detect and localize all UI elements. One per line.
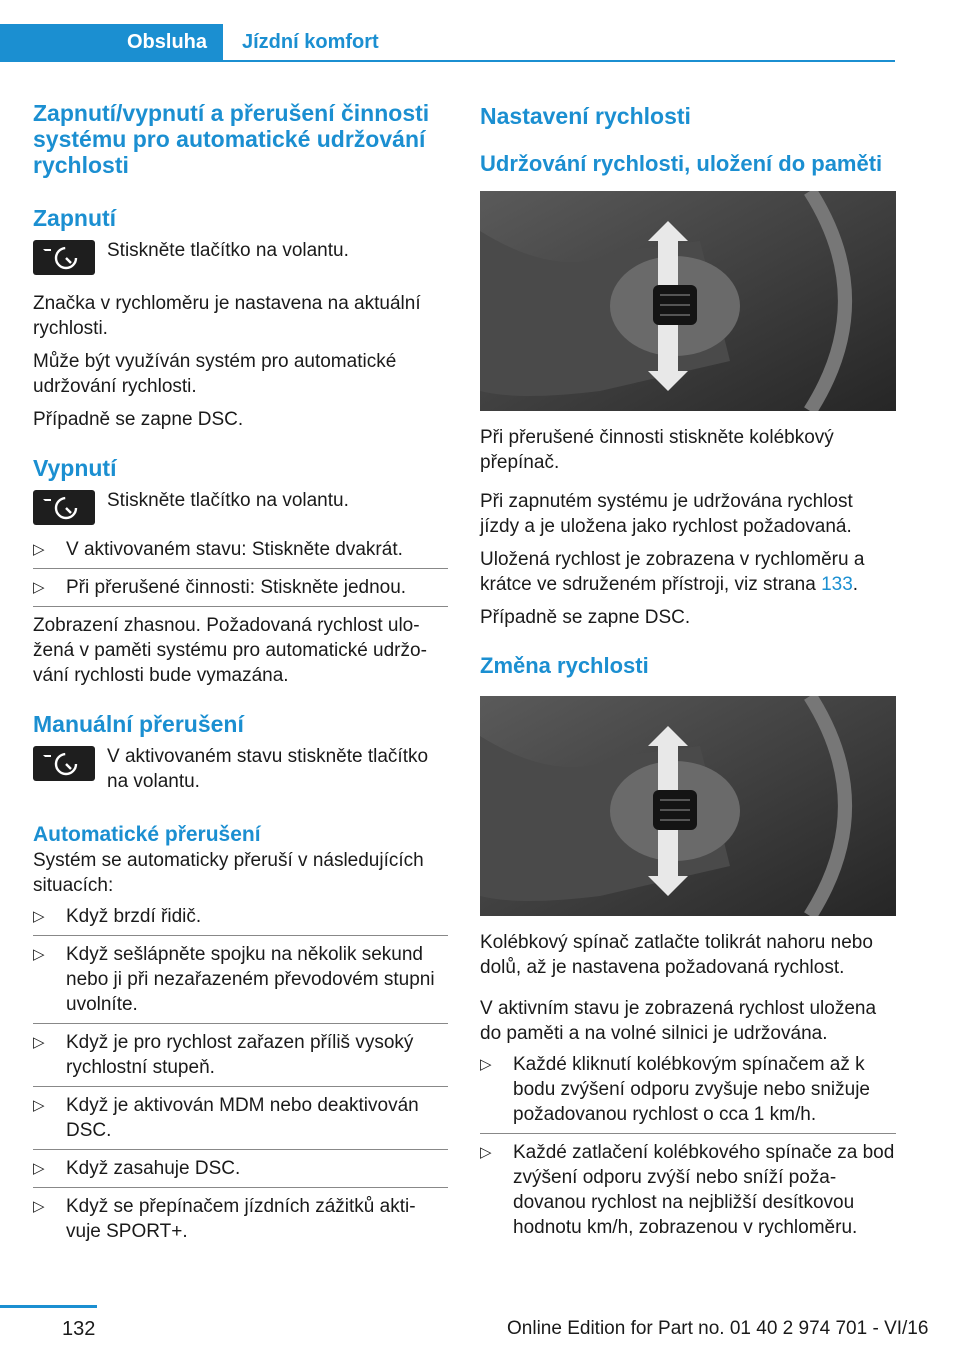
list-item: ▷ Když brzdí řidič.: [33, 906, 202, 927]
change-list: [480, 1052, 896, 1240]
cruise-control-button-icon: [33, 240, 95, 275]
triangle-bullet-icon: ▷: [33, 1198, 45, 1215]
text-keep-p1: Při přerušené činnosti stiskněte kolébkový přepínač.: [480, 427, 834, 473]
steering-wheel-rocker-photo: [480, 191, 896, 411]
cruise-control-button-icon: [33, 490, 95, 525]
off-list: [33, 537, 448, 607]
cruise-control-button-icon: [33, 746, 95, 781]
tab-jizdni-komfort[interactable]: Jízdní komfort: [242, 30, 379, 53]
page-number: 132: [62, 1318, 96, 1340]
text-change-p1: Kolébkový spínač zatlačte tolikrát nahoru nebo dolů, až je nastavena požadovaná rychlost.: [480, 932, 873, 978]
left-column: [33, 100, 448, 1244]
text-on-instruction: Stiskněte tlačítko na volantu.: [107, 240, 349, 261]
text-keep-p2: Při zapnutém systému je udržována rychlost jízdy a je uložena jako rychlost požadovaná.: [480, 491, 853, 537]
heading-keep-speed: Udržování rychlosti, uložení do paměti: [480, 151, 883, 176]
heading-vypnuti: Vypnutí: [33, 455, 117, 481]
edition-info: Online Edition for Part no. 01 40 2 974 701 - VI/16: [507, 1318, 929, 1339]
header-tabbar: [0, 24, 895, 62]
heading-manual: Manuální přerušení: [33, 711, 244, 737]
divider: [33, 935, 448, 936]
text-manual-instruction: V aktivovaném stavu stiskněte tlačítko na volantu.: [107, 746, 429, 792]
text-auto-p1: Systém se automaticky přeruší v následujících situacích:: [33, 850, 424, 896]
icon-row-off: [33, 488, 448, 525]
tab-obsluha[interactable]: Obsluha: [0, 24, 223, 60]
heading-change-speed: Změna rychlosti: [480, 653, 649, 678]
icon-row-manual: [33, 744, 448, 794]
list-item: ▷ Při přerušené činnosti: Stiskněte jednou.: [33, 577, 407, 598]
list-item: ▷ Když zasahuje DSC.: [33, 1158, 241, 1179]
text-on-p2: Může být využíván systém pro automatické udržování rychlosti.: [33, 351, 397, 397]
auto-list: [33, 904, 448, 1244]
triangle-bullet-icon: ▷: [480, 1144, 492, 1161]
section-title-on-off: Zapnutí/vypnutí a přerušení činnosti systému pro automatické udržování rychlosti: [33, 100, 430, 178]
triangle-bullet-icon: ▷: [480, 1056, 492, 1073]
text-keep-p4: Případně se zapne DSC.: [480, 607, 691, 628]
header-divider: [0, 60, 895, 62]
divider: [33, 1149, 448, 1150]
list-item: ▷ Každé kliknutí kolébkovým spínačem až k bodu zvýšení odporu zvyšuje nebo snižuje požadovanou rychlost o cca 1 km/h.: [480, 1054, 871, 1125]
steering-wheel-rocker-photo: [480, 696, 896, 916]
triangle-bullet-icon: ▷: [33, 1160, 45, 1177]
divider: [33, 1086, 448, 1087]
triangle-bullet-icon: ▷: [33, 908, 45, 925]
list-item: ▷ V aktivovaném stavu: Stiskněte dvakrát.: [33, 539, 403, 560]
text-off-instruction: Stiskněte tlačítko na volantu.: [107, 490, 349, 511]
divider: [33, 606, 448, 607]
list-item: ▷ Když je pro rychlost zařazen příliš vysoký rychlostní stupeň.: [33, 1032, 414, 1078]
list-item: ▷ Když se přepínačem jízdních zážitků akti-vuje SPORT+.: [33, 1196, 416, 1242]
triangle-bullet-icon: ▷: [33, 1097, 45, 1114]
heading-auto: Automatické přerušení: [33, 823, 261, 846]
text-keep-p3: Uložená rychlost je zobrazena v rychloměru a krátce ve sdruženém přístroji, viz strana 133.: [480, 549, 865, 595]
divider: [33, 1023, 448, 1024]
section-title-speed: Nastavení rychlosti: [480, 103, 691, 129]
text-change-p2: V aktivním stavu je zobrazená rychlost uložena do paměti a na volné silnici je udržována.: [480, 998, 877, 1044]
icon-row-on: [33, 238, 448, 275]
divider: [480, 1133, 896, 1134]
triangle-bullet-icon: ▷: [33, 541, 45, 558]
text-on-p1: Značka v rychloměru je nastavena na aktuální rychlosti.: [33, 293, 421, 339]
triangle-bullet-icon: ▷: [33, 1034, 45, 1051]
right-column: [480, 100, 896, 1240]
list-item: ▷ Když sešlápněte spojku na několik sekund nebo ji při nezařazeném převodovém stupni uvolníte.: [33, 944, 435, 1015]
triangle-bullet-icon: ▷: [33, 946, 45, 963]
text-on-p3: Případně se zapne DSC.: [33, 409, 244, 430]
divider: [33, 1187, 448, 1188]
footer-rule: [0, 1305, 97, 1308]
list-item: ▷ Když je aktivován MDM nebo deaktivován DSC.: [33, 1095, 419, 1141]
heading-zapnuti: Zapnutí: [33, 205, 117, 231]
text-off-p1: Zobrazení zhasnou. Požadovaná rychlost ulo-žená v paměti systému pro automatické udržo-vání rychlosti bude vymazána.: [33, 615, 427, 686]
triangle-bullet-icon: ▷: [33, 579, 45, 596]
divider: [33, 568, 448, 569]
page-ref-link[interactable]: 133: [821, 574, 853, 595]
list-item: ▷ Každé zatlačení kolébkového spínače za bod zvýšení odporu zvýší nebo sníží poža-dovanou rychlost na nejbližší desítkovou hodnotu km/h, zobrazenou v rychloměru.: [480, 1142, 895, 1238]
